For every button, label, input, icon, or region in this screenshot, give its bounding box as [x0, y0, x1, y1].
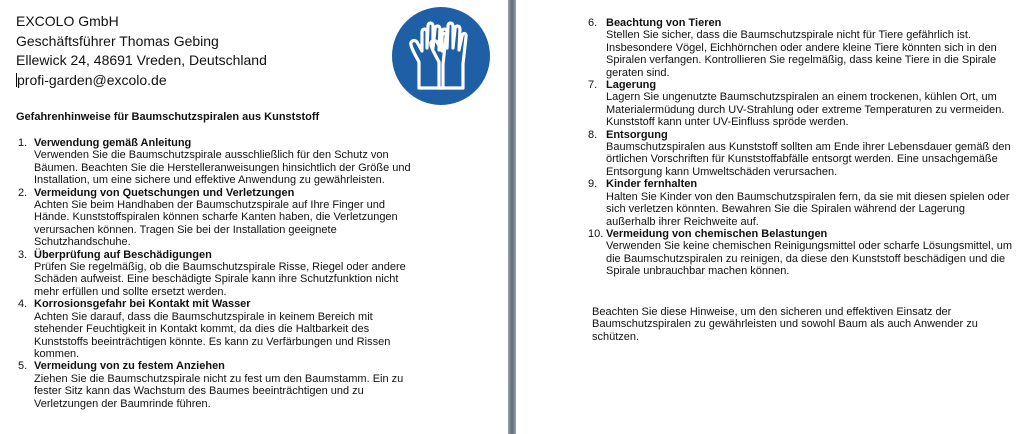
- hazard-item: [588, 178, 1016, 228]
- item-number: 1.: [18, 137, 28, 149]
- hazard-item: [588, 79, 1016, 129]
- item-number: 7.: [588, 79, 598, 92]
- hazard-item: [588, 17, 1016, 79]
- protective-gloves-icon: [389, 4, 493, 108]
- item-text: Stellen Sie sicher, dass die Baumschutzspirale nicht für Tiere gefährlich ist. Insbesondere Vögel, Eichhörnchen oder andere kleine Tiere könnten sich in den Spiralen verfangen. Kontrollieren Sie regelmäßig, dass keine Tiere in die Spirale geraten sind.: [606, 29, 997, 79]
- item-text: Verwenden Sie die Baumschutzspirale ausschließlich für den Schutz von Bäumen. Beachten Sie die Herstelleranweisungen hinsichtlich der Größe und Installation, um eine sichere und effektive Anwendung zu gewährleisten.: [34, 149, 411, 187]
- item-title: Beachtung von Tieren: [606, 17, 722, 29]
- item-text: Baumschutzspiralen aus Kunststoff sollten am Ende ihrer Lebensdauer gemäß den örtlichen Vorschriften für Kunststoffabfälle entsorgt werden. Eine unsachgemäße Entsorgung kann Umweltschäden verursachen.: [606, 141, 1011, 178]
- item-title: Überprüfung auf Beschädigungen: [34, 248, 212, 261]
- hazard-list-left: [18, 137, 414, 410]
- closing-paragraph: Beachten Sie diese Hinweise, um den sicheren und effektiven Einsatz der Baumschutzspiralen zu gewährleisten und sowohl Baum als auch Anwender zu schützen.: [592, 306, 978, 343]
- item-number: 5.: [18, 360, 28, 373]
- item-number: 4.: [18, 298, 28, 311]
- item-text: Achten Sie beim Handhaben der Baumschutzspirale auf Ihre Finger und Hände. Kunststoffspiralen können scharfe Kanten haben, die Verletzungen verursachen können. Tragen Sie bei der Installation geeignete Schutzhandschuhe.: [34, 199, 398, 249]
- company-manager: Geschäftsführer Thomas Gebing: [16, 32, 219, 49]
- hazard-item: [18, 186, 414, 249]
- item-title: Verwendung gemäß Anleitung: [34, 137, 192, 149]
- item-number: 9.: [588, 178, 598, 191]
- item-title: Entsorgung: [606, 128, 668, 141]
- item-title: Vermeidung von Quetschungen und Verletzungen: [34, 186, 295, 199]
- item-title: Vermeidung von chemischen Belastungen: [606, 227, 828, 240]
- item-text: Verwenden Sie keine chemischen Reinigungsmittel oder scharfe Lösungsmittel, um die Baumschutzspiralen zu reinigen, da diese den Kunststoff beschädigen und die Spirale unbrauchbar machen können.: [606, 240, 1012, 278]
- hazard-item: [588, 128, 1016, 179]
- hazard-item: [18, 248, 414, 299]
- item-text: Halten Sie Kinder von den Baumschutzspiralen fern, da sie mit diesen spielen oder sich verletzen könnten. Bewahren Sie die Spiralen während der Lagerung außerhalb ihrer Reichweite auf.: [606, 190, 1010, 228]
- company-name: EXCOLO GmbH: [16, 13, 119, 29]
- hazard-item: [18, 298, 414, 360]
- item-number: 3.: [18, 248, 28, 261]
- item-title: Kinder fernhalten: [606, 178, 698, 191]
- item-title: Lagerung: [606, 79, 657, 92]
- hazard-item: [588, 227, 1016, 278]
- item-number: 2.: [18, 186, 28, 199]
- item-title: Vermeidung von zu festem Anziehen: [34, 360, 225, 373]
- hazard-item: [18, 137, 414, 187]
- item-number: 6.: [588, 17, 598, 29]
- item-text: Prüfen Sie regelmäßig, ob die Baumschutzspirale Risse, Riegel oder andere Schäden aufweist. Eine beschädigte Spirale kann ihre Schutzfunktion nicht mehr erfüllen und sollte ersetzt werden.: [34, 261, 406, 298]
- company-email-line: [16, 71, 267, 91]
- document-heading: Gefahrenhinweise für Baumschutzspiralen aus Kunststoff: [16, 111, 320, 123]
- item-title: Korrosionsgefahr bei Kontakt mit Wasser: [34, 298, 251, 311]
- document-page-right[interactable]: [516, 0, 1030, 434]
- hazard-list-right: [588, 17, 1016, 278]
- hazard-item: [18, 360, 414, 410]
- page-separator: [508, 0, 516, 434]
- company-email: profi-garden@excolo.de: [17, 71, 167, 88]
- company-address: Ellewick 24, 48691 Vreden, Deutschland: [16, 52, 267, 68]
- item-text: Lagern Sie ungenutzte Baumschutzspiralen an einem trockenen, kühlen Ort, um Materialermüdung durch UV-Strahlung oder extreme Temperaturen zu vermeiden. Kunststoff kann unter UV-Einfluss spröde werden.: [606, 91, 1005, 129]
- item-text: Ziehen Sie die Baumschutzspirale nicht zu fest um den Baumstamm. Ein zu fester Sitz kann das Wachstum des Baumes beeinträchtigen und zu Verletzungen der Baumrinde führen.: [34, 372, 404, 410]
- item-text: Achten Sie darauf, dass die Baumschutzspirale in keinem Bereich mit stehender Feuchtigkeit in Kontakt kommt, da dies die Haltbarkeit des Kunststoffs beeinträchtigen könnte. Es kann zu Verfärbungen und Rissen kommen.: [34, 310, 391, 360]
- document-page-left[interactable]: [0, 0, 508, 434]
- item-number: 10.: [588, 227, 604, 240]
- company-address-block: [16, 12, 267, 90]
- item-number: 8.: [588, 128, 598, 141]
